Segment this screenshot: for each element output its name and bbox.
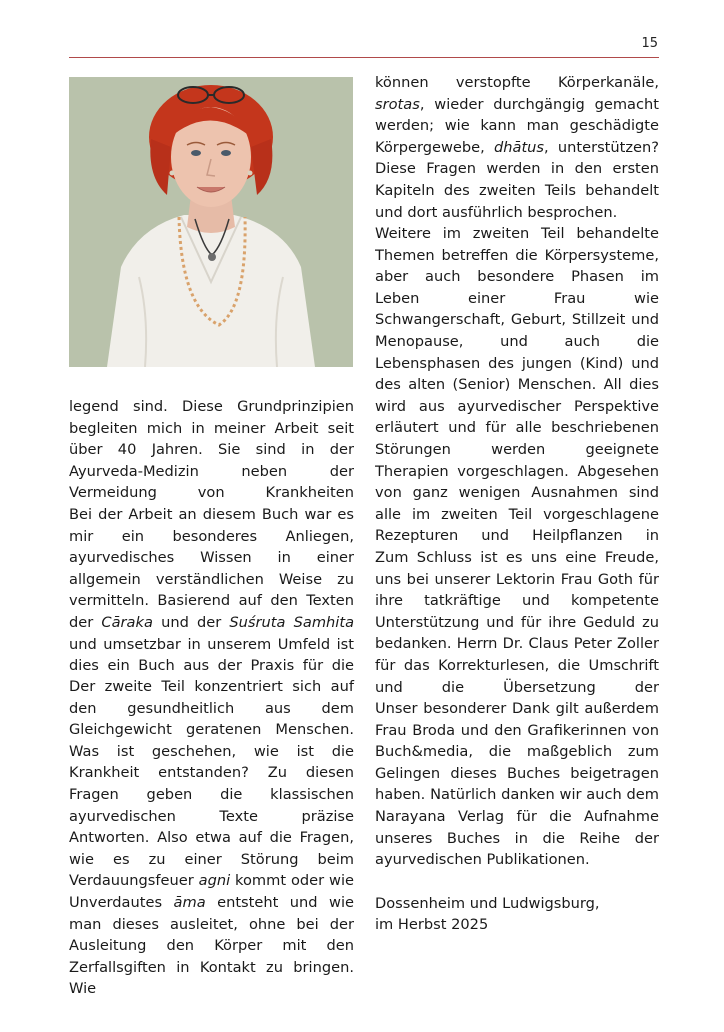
right-text-column xyxy=(375,72,659,936)
closing-date: im Herbst 2025 xyxy=(375,916,489,934)
portrait-illustration xyxy=(69,77,353,367)
paragraph: legend sind. Diese Grundprinzipien begleiten mich in meiner Arbeit seit über 40 Jahren. Sie sind in der Ayurveda-Medizin neben der Vermeidung von Krankheiten xyxy=(69,398,354,502)
paragraph: Der zweite Teil konzentriert sich auf den gesundheitlich aus dem Gleichgewicht geratenen Menschen. Was ist geschehen, wie ist die Krankheit entstanden? Zu diesen Fragen geben die klassischen ayurvedischen Texte präzise Antworten. Also etwa auf die Fragen, wie es zu einer Störung beim Verdauungsfeuer agni kommt oder wie Unverdautes āma entsteht und wie man dieses ausleitet, ohne bei der Ausleitung den Körper mit den Zerfallsgiften in Kontakt zu bringen. Wie xyxy=(69,678,354,998)
left-text-column xyxy=(69,396,354,1000)
paragraph: Weitere im zweiten Teil behandelte Themen betreffen die Körpersysteme, aber auch besondere Phasen im Leben einer Frau wie Schwangerschaft, Geburt, Stillzeit und Menopause, und auch die Lebensphasen des jungen (Kind) und des alten (Senior) Menschen. All dies wird aus ayurvedischer Perspektive erläutert und für alle beschriebenen Störungen werden geeignete Therapien vorgeschlagen. Abgesehen von ganz wenigen Ausnahmen sind alle im zweiten Teil vorgeschlagene Rezepturen und Heilpflanzen in xyxy=(375,225,659,545)
author-photo xyxy=(69,77,353,367)
page-number: 15 xyxy=(641,36,658,51)
paragraph: können verstopfte Körperkanäle, srotas, wieder durchgängig gemacht werden; wie kann man geschädigte Körpergewebe, dhātus, unterstützen? Diese Fragen werden in den ersten Kapiteln des zweiten Teils behandelt und dort ausführlich besprochen. xyxy=(375,74,659,221)
closing-place: Dossenheim und Ludwigsburg, xyxy=(375,894,600,912)
paragraph: Unser besonderer Dank gilt außerdem Frau Broda und den Grafikerinnen von Buch&media, die maßgeblich zum Gelingen dieses Buches beigetragen haben. Natürlich danken wir auch dem Narayana Verlag für die Aufnahme unseres Buches in die Reihe der ayurvedischen Publikationen. xyxy=(375,700,659,869)
header-rule xyxy=(69,57,659,58)
paragraph: Bei der Arbeit an diesem Buch war es mir ein besonderes Anliegen, ayurvedisches Wissen in einer allgemein verständlichen Weise zu vermitteln. Basierend auf den Texten der Cāraka und der Suśruta Samhita und umsetzbar in unserem Umfeld ist dies ein Buch aus der Praxis für die xyxy=(69,506,354,675)
paragraph: Zum Schluss ist es uns eine Freude, uns bei unserer Lektorin Frau Goth für ihre tatkräftige und kompetente Unterstützung und für ihre Geduld zu bedanken. Herrn Dr. Claus Peter Zoller für das Korrekturlesen, die Umschrift und die Übersetzung der xyxy=(375,549,659,696)
